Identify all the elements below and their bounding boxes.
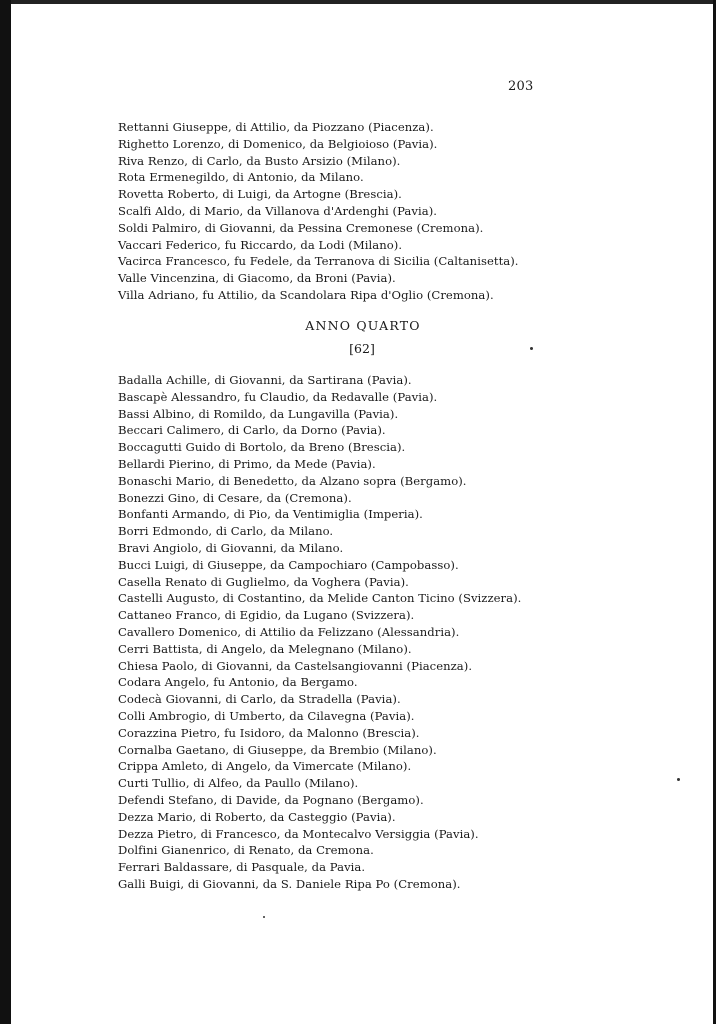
list-item: Rota Ermenegildo, di Antonio, da Milano.	[118, 170, 364, 185]
list-item: Bascapè Alessandro, fu Claudio, da Redavalle (Pavia).	[118, 389, 438, 404]
list-item: Riva Renzo, di Carlo, da Busto Arsizio (Milano).	[118, 153, 401, 168]
list-item: Valle Vincenzina, di Giacomo, da Broni (Pavia).	[118, 271, 396, 286]
list-item: Casella Renato di Guglielmo, da Voghera (Pavia).	[118, 574, 409, 589]
list-item: Bonezzi Gino, di Cesare, da (Cremona).	[118, 490, 352, 505]
list-item: Villa Adriano, fu Attilio, da Scandolara Ripa d'Oglio (Cremona).	[118, 287, 494, 302]
scan-speck	[530, 347, 533, 350]
list-item: Boccagutti Guido di Bortolo, da Breno (Brescia).	[118, 440, 406, 455]
list-item: Defendi Stefano, di Davide, da Pognano (Bergamo).	[118, 792, 424, 807]
scan-border-top	[11, 0, 716, 4]
section-count: [62]	[349, 341, 375, 356]
list-item: Beccari Calimero, di Carlo, da Dorno (Pavia).	[118, 423, 386, 438]
student-list-previous-year	[118, 119, 698, 304]
list-item: Dezza Mario, di Roberto, da Casteggio (Pavia).	[118, 809, 396, 824]
list-item: Bellardi Pierino, di Primo, da Mede (Pavia).	[118, 456, 376, 471]
list-item: Borri Edmondo, di Carlo, da Milano.	[118, 524, 334, 539]
list-item: Vacirca Francesco, fu Fedele, da Terranova di Sicilia (Caltanisetta).	[118, 254, 519, 269]
list-item: Castelli Augusto, di Costantino, da Melide Canton Ticino (Svizzera).	[118, 591, 522, 606]
list-item: Rettanni Giuseppe, di Attilio, da Piozzano (Piacenza).	[118, 120, 434, 134]
page-number: 203	[508, 79, 534, 94]
list-item: Bucci Luigi, di Giuseppe, da Campochiaro (Campobasso).	[118, 557, 459, 572]
list-item: Bonaschi Mario, di Benedetto, da Alzano sopra (Bergamo).	[118, 473, 467, 488]
list-item: Codecà Giovanni, di Carlo, da Stradella (Pavia).	[118, 692, 401, 707]
list-item: Righetto Lorenzo, di Domenico, da Belgioioso (Pavia).	[118, 136, 438, 151]
list-item: Vaccari Federico, fu Riccardo, da Lodi (Milano).	[118, 237, 403, 252]
student-list-fourth-year	[118, 372, 698, 893]
list-item: Corazzina Pietro, fu Isidoro, da Malonno (Brescia).	[118, 725, 420, 740]
list-item: Badalla Achille, di Giovanni, da Sartirana (Pavia).	[118, 373, 412, 387]
list-item: Cattaneo Franco, di Egidio, da Lugano (Svizzera).	[118, 608, 415, 623]
scan-speck	[263, 916, 265, 918]
scan-border-left	[0, 0, 11, 1024]
list-item: Ferrari Baldassare, di Pasquale, da Pavia.	[118, 860, 366, 875]
list-item: Colli Ambrogio, di Umberto, da Cilavegna (Pavia).	[118, 708, 415, 723]
section-heading: ANNO QUARTO	[305, 318, 421, 333]
list-item: Rovetta Roberto, di Luigi, da Artogne (Brescia).	[118, 187, 402, 202]
list-item: Codara Angelo, fu Antonio, da Bergamo.	[118, 675, 358, 690]
list-item: Cornalba Gaetano, di Giuseppe, da Brembio (Milano).	[118, 742, 437, 757]
list-item: Bassi Albino, di Romildo, da Lungavilla (Pavia).	[118, 406, 399, 421]
list-item: Curti Tullio, di Alfeo, da Paullo (Milano).	[118, 776, 359, 791]
list-item: Soldi Palmiro, di Giovanni, da Pessina Cremonese (Cremona).	[118, 220, 484, 235]
list-item: Dezza Pietro, di Francesco, da Montecalvo Versiggia (Pavia).	[118, 826, 479, 841]
list-item: Cerri Battista, di Angelo, da Melegnano (Milano).	[118, 641, 412, 656]
list-item: Chiesa Paolo, di Giovanni, da Castelsangiovanni (Piacenza).	[118, 658, 473, 673]
list-item: Cavallero Domenico, di Attilio da Felizzano (Alessandria).	[118, 624, 460, 639]
scan-speck	[677, 778, 680, 781]
list-item: Bonfanti Armando, di Pio, da Ventimiglia (Imperia).	[118, 507, 423, 522]
list-item: Crippa Amleto, di Angelo, da Vimercate (Milano).	[118, 759, 412, 774]
list-item: Dolfini Gianenrico, di Renato, da Cremona.	[118, 843, 374, 858]
list-item: Scalfi Aldo, di Mario, da Villanova d'Ardenghi (Pavia).	[118, 203, 438, 218]
list-item: Bravi Angiolo, di Giovanni, da Milano.	[118, 540, 344, 555]
list-item: Galli Buigi, di Giovanni, da S. Daniele Ripa Po (Cremona).	[118, 876, 461, 891]
